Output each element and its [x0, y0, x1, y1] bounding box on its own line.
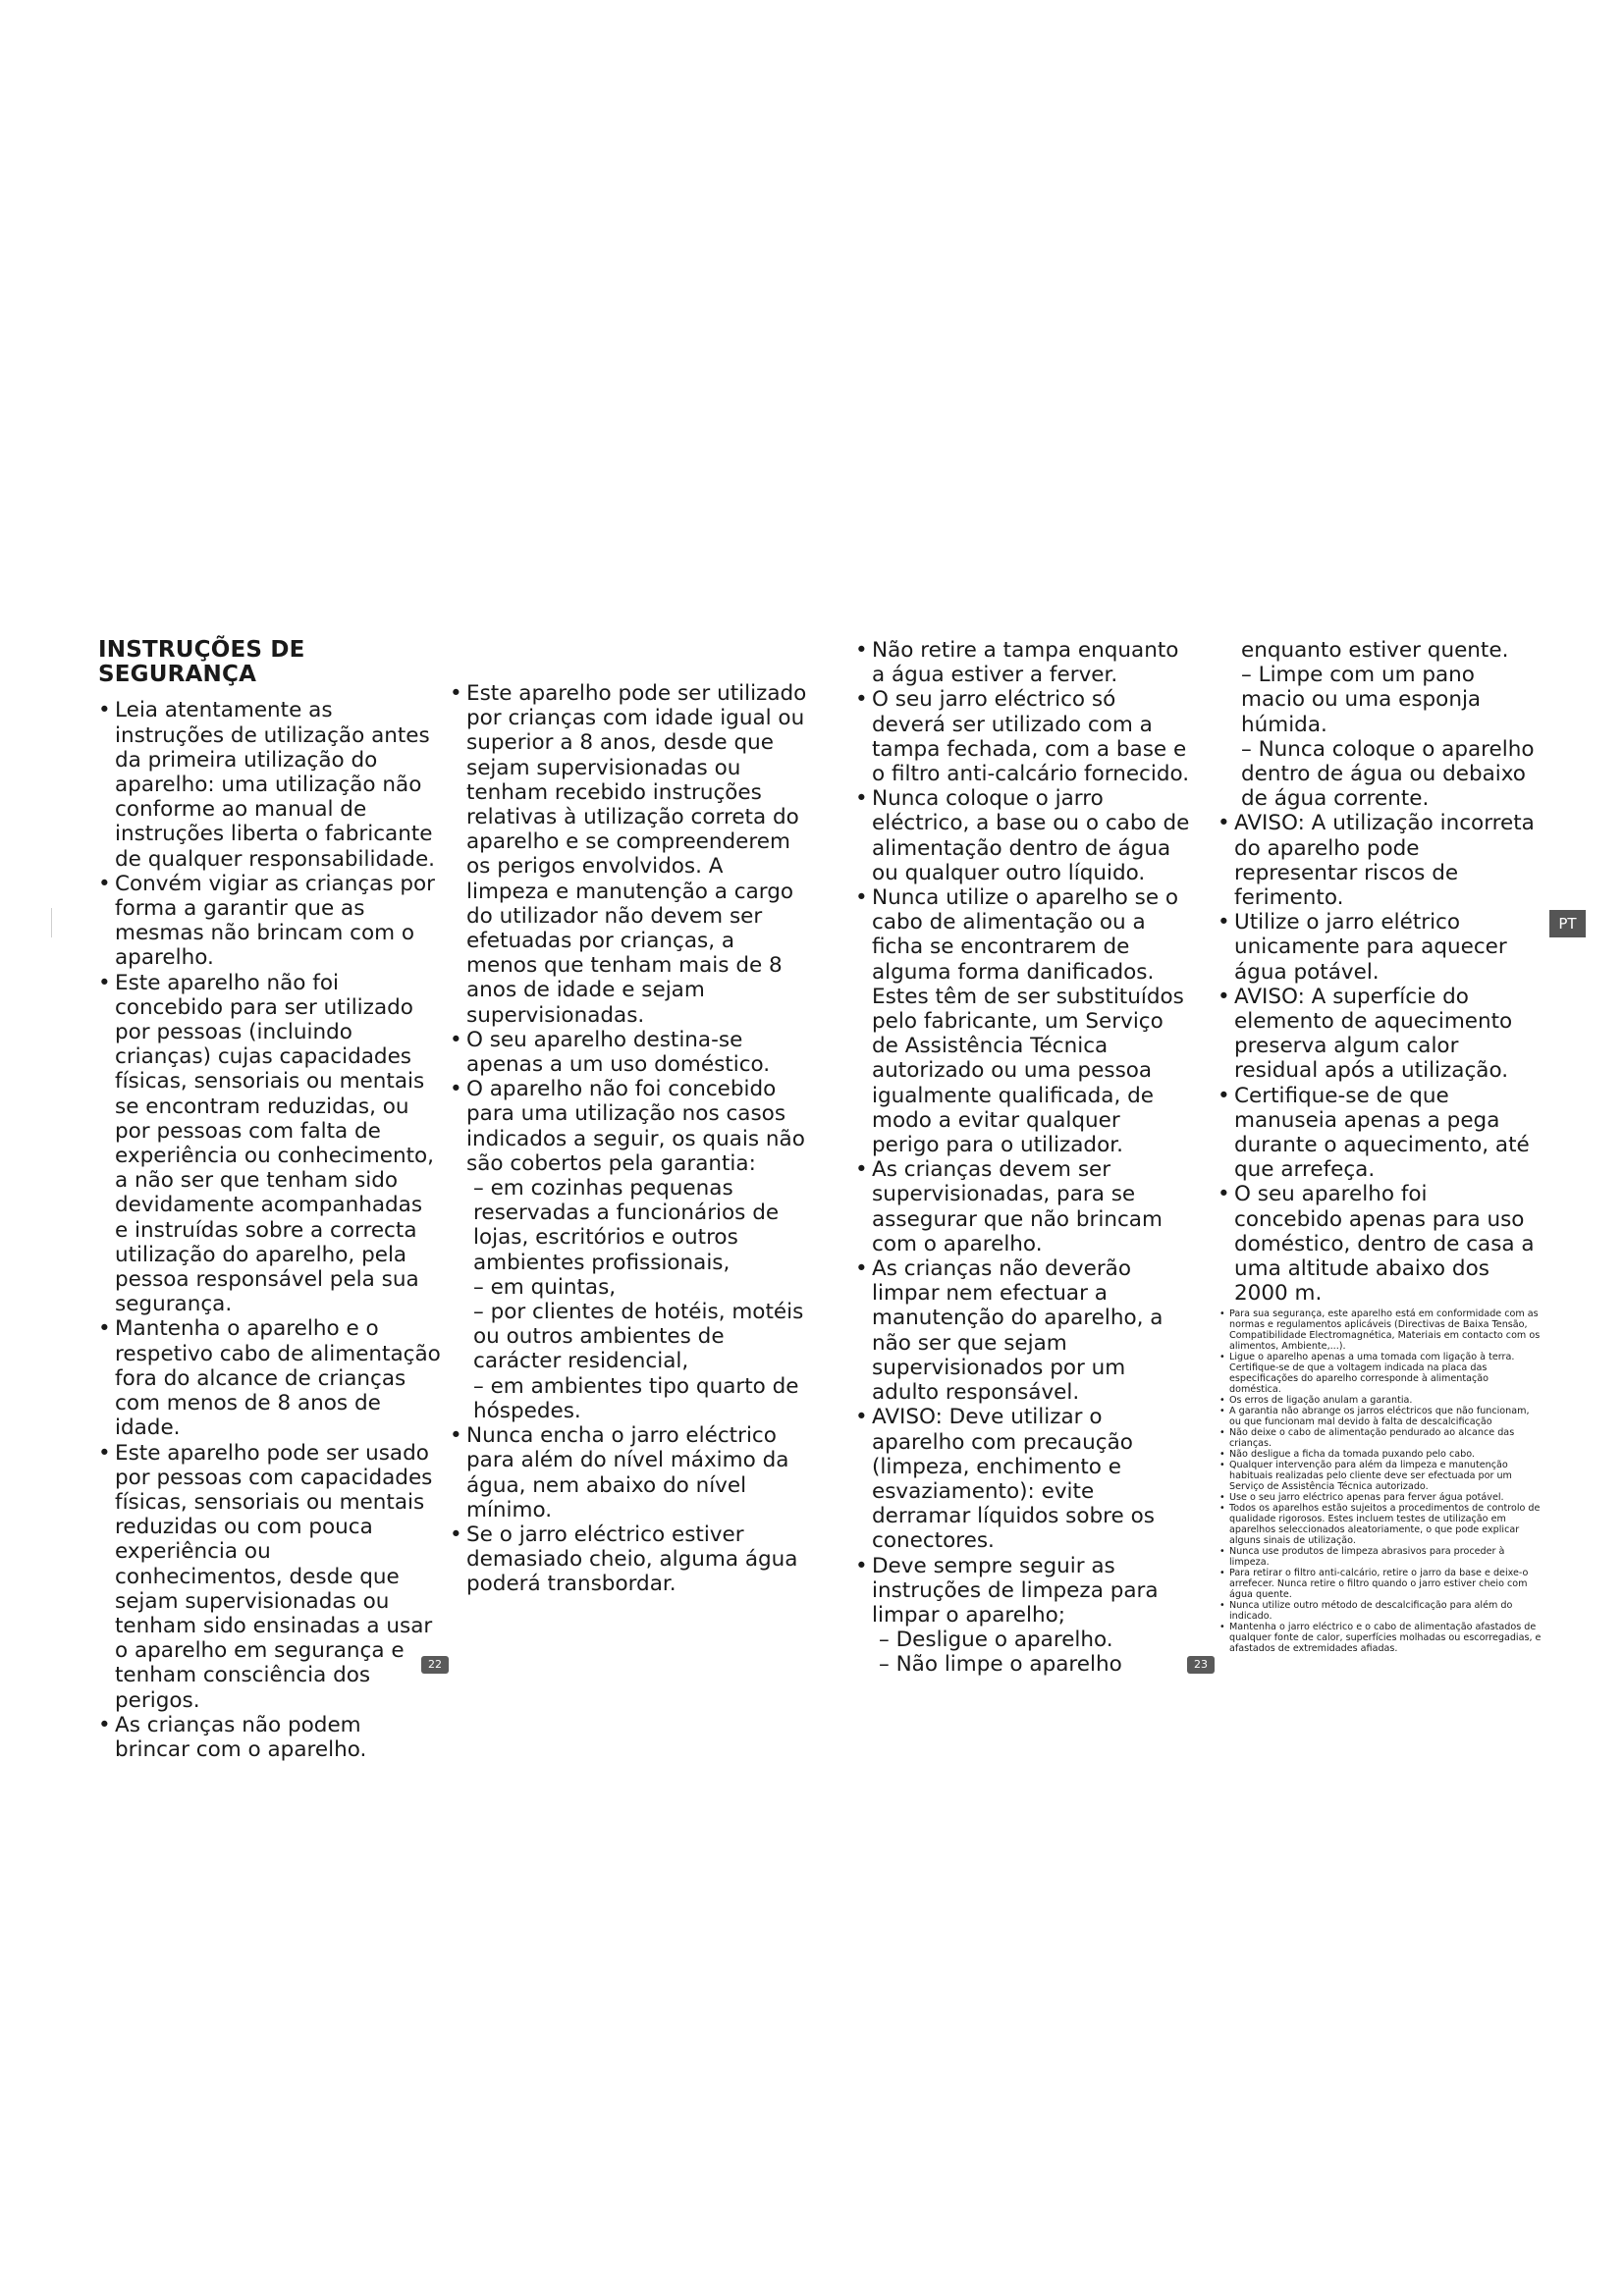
- fine-print-item: • Todos os aparelhos estão sujeitos a procedimentos de controlo de qualidade rigorosos. Estes incluem testes de utilização em aparelhos seleccionados aleatoriamente, o que pode explicar alguns sinais de utilização.: [1218, 1503, 1542, 1546]
- fine-print-item: • Não deixe o cabo de alimentação pendurado ao alcance das crianças.: [1218, 1427, 1542, 1449]
- dash-item: – Nunca coloque o aparelho dentro de água ou debaixo de água corrente.: [1241, 736, 1535, 812]
- fine-print-item: • Não desligue a ficha da tomada puxando pelo cabo.: [1218, 1449, 1542, 1460]
- list-item: • O seu aparelho foi concebido apenas para uso doméstico, dentro de casa a uma altitude abaixo dos 2000 m.: [1218, 1182, 1542, 1306]
- list-item: • O aparelho não foi concebido para uma utilização nos casos indicados a seguir, os quais não são cobertos pela garantia:: [450, 1077, 808, 1176]
- language-tab: PT: [1549, 910, 1586, 937]
- list-item: • Nunca utilize o aparelho se o cabo de alimentação ou a ficha se encontrarem de alguma forma danificados. Estes têm de ser substituídos pelo fabricante, um Serviço de Assistência Técnica autorizado ou uma pessoa igualmente qualificada, de modo a evitar qualquer perigo para o utilizador.: [855, 885, 1194, 1157]
- page-number-right: 23: [1187, 1656, 1215, 1674]
- fine-print-item: • A garantia não abrange os jarros eléctricos que não funcionam, ou que funcionam mal devido à falta de descalcificação: [1218, 1406, 1542, 1427]
- fine-print-item: • Para retirar o filtro anti-calcário, retire o jarro da base e deixe-o arrefecer. Nunca retire o filtro quando o jarro estiver cheio com água quente.: [1218, 1568, 1542, 1600]
- safety-list-3: [855, 638, 1194, 1628]
- list-item: • Certifique-se de que manuseia apenas a pega durante o aquecimento, até que arrefeça.: [1218, 1084, 1542, 1183]
- safety-list-2: [450, 681, 808, 1176]
- list-item: • Nunca coloque o jarro eléctrico, a base ou o cabo de alimentação dentro de água ou qualquer outro líquido.: [855, 786, 1194, 885]
- list-item: • Este aparelho não foi concebido para ser utilizado por pessoas (incluindo crianças) cujas capacidades físicas, sensoriais ou mentais se encontram reduzidas, ou por pessoas com falta de experiência ou conhecimento, a não ser que tenham sido devidamente acompanhadas e instruídas sobre a correcta utilização do aparelho, pela pessoa responsável pela sua segurança.: [98, 971, 442, 1317]
- dash-item: – Limpe com um pano macio ou uma esponja húmida.: [1241, 663, 1482, 737]
- list-item: • As crianças não deverão limpar nem efectuar a manutenção do aparelho, a não ser que sejam supervisionados por um adulto responsável.: [855, 1256, 1194, 1405]
- list-item: • Se o jarro eléctrico estiver demasiado cheio, alguma água poderá transbordar.: [450, 1522, 808, 1597]
- column-4: [1218, 638, 1542, 1654]
- dash-item: – em ambientes tipo quarto de hóspedes.: [473, 1373, 799, 1423]
- section-title: INSTRUÇÕES DE SEGURANÇA: [98, 637, 305, 688]
- continued-text: enquanto estiver quente.: [1241, 638, 1509, 663]
- list-item: • Deve sempre seguir as instruções de limpeza para limpar o aparelho;: [855, 1554, 1194, 1629]
- fine-print-item: • Nunca utilize outro método de descalcificação para além do indicado.: [1218, 1600, 1542, 1622]
- page-number-left: 22: [421, 1656, 449, 1674]
- list-item: • Leia atentamente as instruções de utilização antes da primeira utilização do aparelho: uma utilização não conforme ao manual de instruções liberta o fabricante de qualquer responsabilidade.: [98, 698, 442, 871]
- safety-list-4: [1218, 811, 1542, 1306]
- dash-item: – em quintas,: [473, 1274, 617, 1300]
- list-item: • Não retire a tampa enquanto a água estiver a ferver.: [855, 638, 1194, 687]
- dash-item: – por clientes de hotéis, motéis ou outros ambientes de carácter residencial,: [473, 1300, 804, 1374]
- fine-print-list: [1218, 1308, 1542, 1654]
- page-edge-mark: [51, 908, 52, 937]
- column-1: [98, 638, 442, 1762]
- dash-item: – em cozinhas pequenas reservadas a funcionários de lojas, escritórios e outros ambientes profissionais,: [473, 1176, 780, 1275]
- list-item: • AVISO: Deve utilizar o aparelho com precaução (limpeza, enchimento e esvaziamento): evite derramar líquidos sobre os conectores.: [855, 1405, 1194, 1553]
- fine-print-item: • Ligue o aparelho apenas a uma tomada com ligação à terra. Certifique-se de que a voltagem indicada na placa das especificações do aparelho corresponde à alimentação doméstica.: [1218, 1352, 1542, 1395]
- safety-list-2b: [450, 1423, 808, 1596]
- list-item: • As crianças não podem brincar com o aparelho.: [98, 1713, 442, 1762]
- list-item: • Nunca encha o jarro eléctrico para além do nível máximo da água, nem abaixo do nível mínimo.: [450, 1423, 808, 1522]
- fine-print-item: • Mantenha o jarro eléctrico e o cabo de alimentação afastados de qualquer fonte de calor, superfícies molhadas ou escorregadias, e afastados de extremidades afiadas.: [1218, 1622, 1542, 1654]
- list-item: • AVISO: A superfície do elemento de aquecimento preserva algum calor residual após a utilização.: [1218, 985, 1542, 1084]
- fine-print-item: • Qualquer intervenção para além da limpeza e manutenção habituais realizadas pelo cliente deve ser efectuada por um Serviço de Assistência Técnica autorizado.: [1218, 1460, 1542, 1492]
- fine-print-item: • Os erros de ligação anulam a garantia.: [1218, 1395, 1542, 1406]
- fine-print-item: • Para sua segurança, este aparelho está em conformidade com as normas e regulamentos aplicáveis (Directivas de Baixa Tensão, Compatibilidade Electromagnética, Materiais em contacto com os alimentos, Ambiente,...).: [1218, 1308, 1542, 1352]
- safety-list-1: [98, 698, 442, 1762]
- list-item: • As crianças devem ser supervisionadas, para se assegurar que não brincam com o aparelho.: [855, 1157, 1194, 1256]
- list-item: • Convém vigiar as crianças por forma a garantir que as mesmas não brincam com o aparelho.: [98, 872, 442, 971]
- fine-print-item: • Use o seu jarro eléctrico apenas para ferver água potável.: [1218, 1492, 1542, 1503]
- list-item: • Este aparelho pode ser usado por pessoas com capacidades físicas, sensoriais ou mentais reduzidas ou com pouca experiência ou conhecimentos, desde que sejam supervisionadas ou tenham sido ensinadas a usar o aparelho em segurança e tenham consciência dos perigos.: [98, 1441, 442, 1713]
- dash-item: – Não limpe o aparelho: [879, 1652, 1122, 1678]
- list-item: • AVISO: A utilização incorreta do aparelho pode representar riscos de ferimento.: [1218, 811, 1542, 910]
- list-item: • O seu aparelho destina-se apenas a um uso doméstico.: [450, 1028, 808, 1077]
- list-item: • Utilize o jarro elétrico unicamente para aquecer água potável.: [1218, 910, 1542, 985]
- column-2: [450, 681, 808, 1597]
- list-item: • Este aparelho pode ser utilizado por crianças com idade igual ou superior a 8 anos, desde que sejam supervisionadas ou tenham recebido instruções relativas à utilização correta do aparelho e se compreenderem os perigos envolvidos. A limpeza e manutenção a cargo do utilizador não devem ser efetuadas por crianças, a menos que tenham mais de 8 anos de idade e sejam supervisionadas.: [450, 681, 808, 1028]
- dash-item: – Desligue o aparelho.: [879, 1628, 1113, 1653]
- list-item: • Mantenha o aparelho e o respetivo cabo de alimentação fora do alcance de crianças com menos de 8 anos de idade.: [98, 1316, 442, 1440]
- fine-print-item: • Nunca use produtos de limpeza abrasivos para proceder à limpeza.: [1218, 1546, 1542, 1568]
- column-3: [855, 638, 1194, 1678]
- list-item: • O seu jarro eléctrico só deverá ser utilizado com a tampa fechada, com a base e o filtro anti-calcário fornecido.: [855, 687, 1194, 786]
